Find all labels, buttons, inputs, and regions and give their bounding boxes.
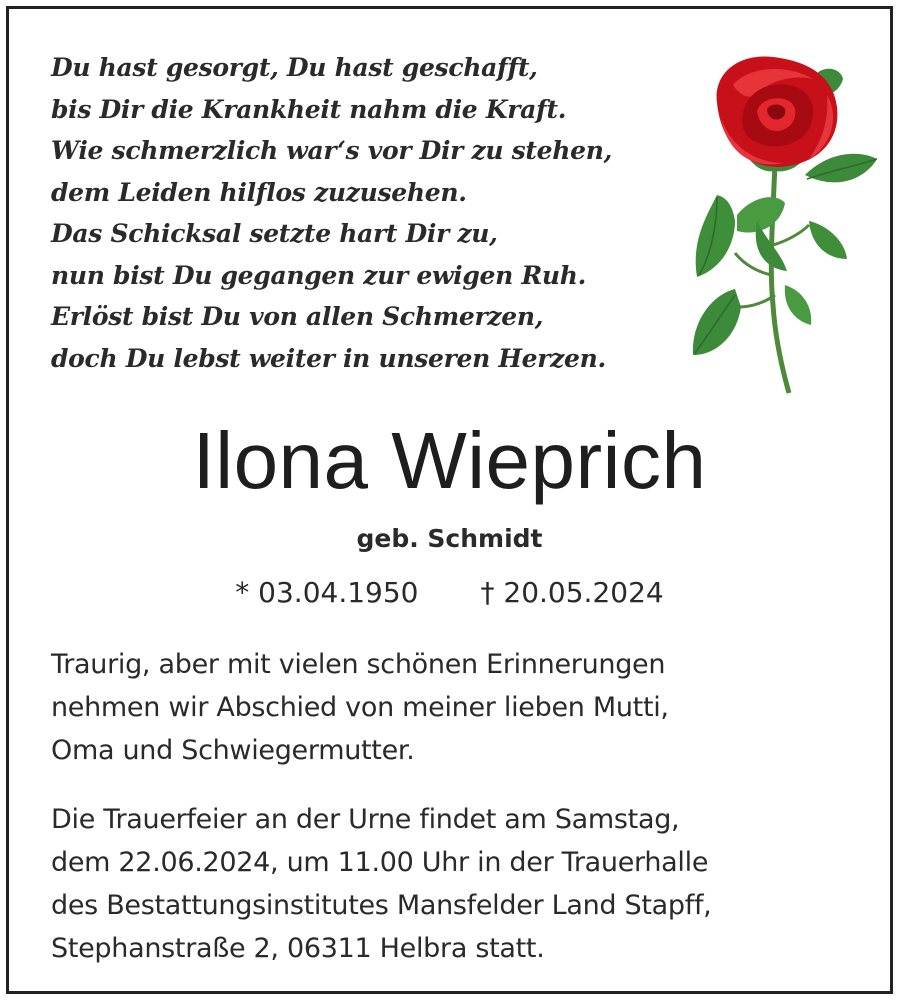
life-dates [9,571,890,615]
funeral-line: dem 22.06.2024, um 11.00 Uhr in der Trauerhalle [51,847,709,878]
funeral-line: des Bestattungsinstitutes Mansfelder Land Stapff, [51,890,712,921]
poem-line: Erlöst bist Du von allen Schmerzen, [51,302,544,331]
farewell-message [51,643,851,772]
poem-line: Das Schicksal setzte hart Dir zu, [51,219,498,248]
poem-line: Wie schmerzlich war‘s vor Dir zu stehen, [51,136,613,165]
message-line: Oma und Schwiegermutter. [51,735,415,766]
poem-line: Du hast gesorgt, Du hast geschafft, [51,53,538,82]
funeral-line: Die Trauerfeier an der Urne findet am Samstag, [51,804,680,835]
message-line: Traurig, aber mit vielen schönen Erinnerungen [51,649,666,680]
birth-date: * 03.04.1950 [235,576,419,609]
maiden-name: geb. Schmidt [356,524,543,553]
funeral-details [51,798,851,970]
funeral-line: Stephanstraße 2, 06311 Helbra statt. [51,933,545,964]
obituary-frame [6,6,893,994]
death-date: † 20.05.2024 [480,576,664,609]
poem-line: nun bist Du gegangen zur ewigen Ruh. [51,260,587,290]
poem [51,47,671,379]
poem-line: dem Leiden hilflos zuzusehen. [51,177,467,207]
red-rose-icon [677,45,877,395]
poem-line: doch Du lebst weiter in unseren Herzen. [51,343,606,373]
poem-line: bis Dir die Krankheit nahm die Kraft. [51,94,567,124]
deceased-name: Ilona Wieprich [192,416,707,505]
message-line: nehmen wir Abschied von meiner lieben Mutti, [51,692,669,723]
